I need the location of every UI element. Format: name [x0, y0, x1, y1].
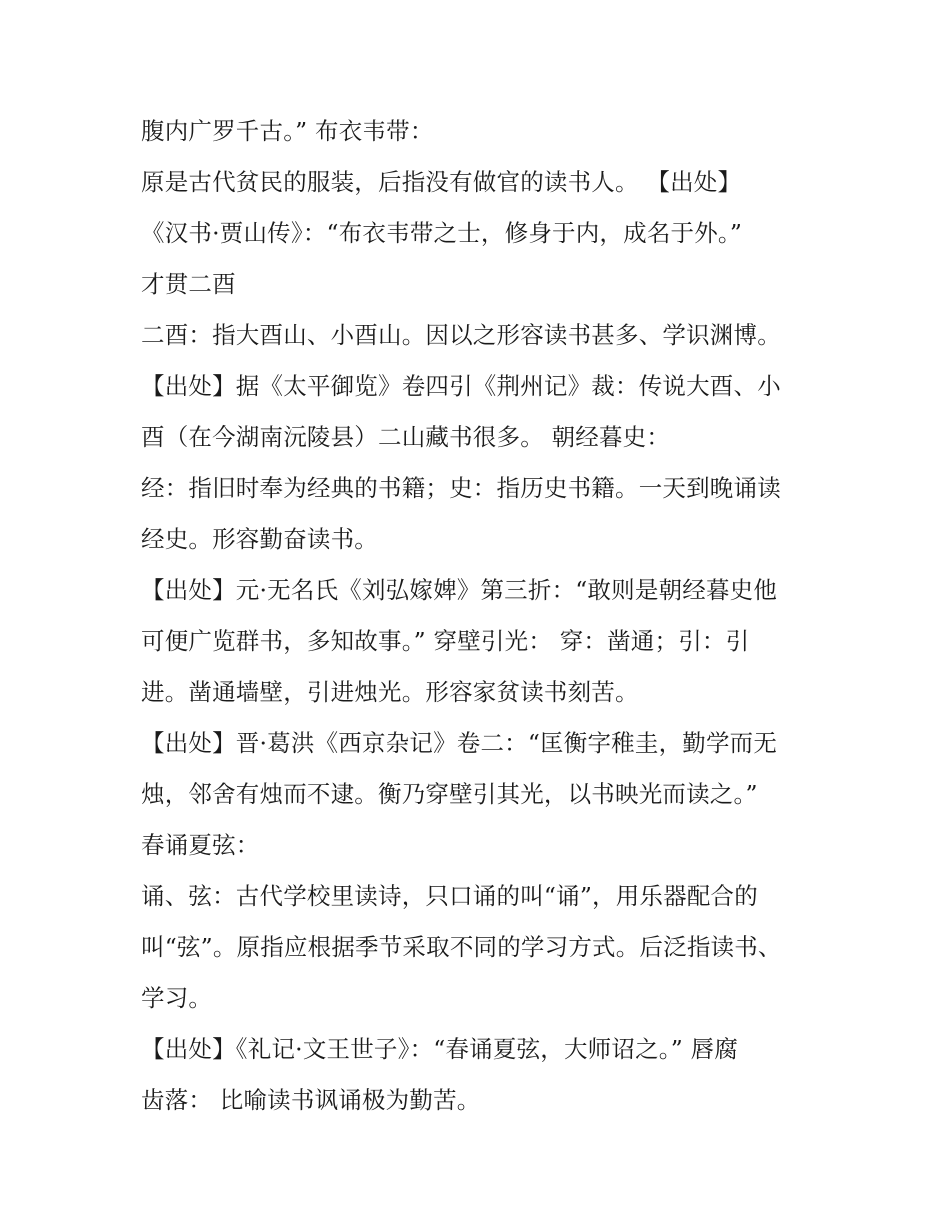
- text-line: 春诵夏弦：: [141, 831, 260, 859]
- text-line: 可便广览群书，多知故事。” 穿壁引光： 穿：凿通；引：引: [141, 627, 750, 655]
- text-line: 学习。: [141, 984, 213, 1012]
- text-line: 进。凿通墙壁，引进烛光。形容家贫读书刻苦。: [141, 678, 639, 706]
- text-line: 《汉书·贾山传》：“布衣韦带之士，修身于内，成名于外。”: [141, 219, 743, 247]
- text-line: 二酉：指大酉山、小酉山。因以之形容读书甚多、学识渊博。: [141, 321, 781, 349]
- text-line: 【出处】据《太平御览》卷四引《荆州记》裁：传说大酉、小: [141, 372, 781, 400]
- text-line: 齿落： 比喻读书讽诵极为勤苦。: [141, 1086, 481, 1114]
- text-line: 叫“弦”。原指应根据季节采取不同的学习方式。后泛指读书、: [141, 933, 782, 961]
- text-line: 才贯二酉: [141, 270, 236, 298]
- text-line: 诵、弦：古代学校里读诗，只口诵的叫“诵”，用乐器配合的: [141, 882, 758, 910]
- text-line: 经：指旧时奉为经典的书籍；史：指历史书籍。一天到晚诵读: [141, 474, 781, 502]
- text-line: 经史。形容勤奋读书。: [141, 525, 378, 553]
- text-line: 酉（在今湖南沅陵县）二山藏书很多。 朝经暮史：: [141, 423, 671, 451]
- document-body: [141, 106, 821, 1126]
- text-line: 【出处】元·无名氏《刘弘嫁婢》第三折：“敢则是朝经暮史他: [141, 576, 778, 604]
- text-line: 腹内广罗千古。” 布衣韦带：: [141, 117, 434, 145]
- text-line: 原是古代贫民的服装，后指没有做官的读书人。 【出处】: [141, 168, 742, 196]
- text-line: 【出处】《礼记·文王世子》：“春诵夏弦，大师诏之。” 唇腐: [141, 1035, 739, 1063]
- text-line: 烛，邻舍有烛而不逮。衡乃穿壁引其光，以书映光而读之。”: [141, 780, 758, 808]
- text-line: 【出处】晋·葛洪《西京杂记》卷二：“匡衡字稚圭，勤学而无: [141, 729, 778, 757]
